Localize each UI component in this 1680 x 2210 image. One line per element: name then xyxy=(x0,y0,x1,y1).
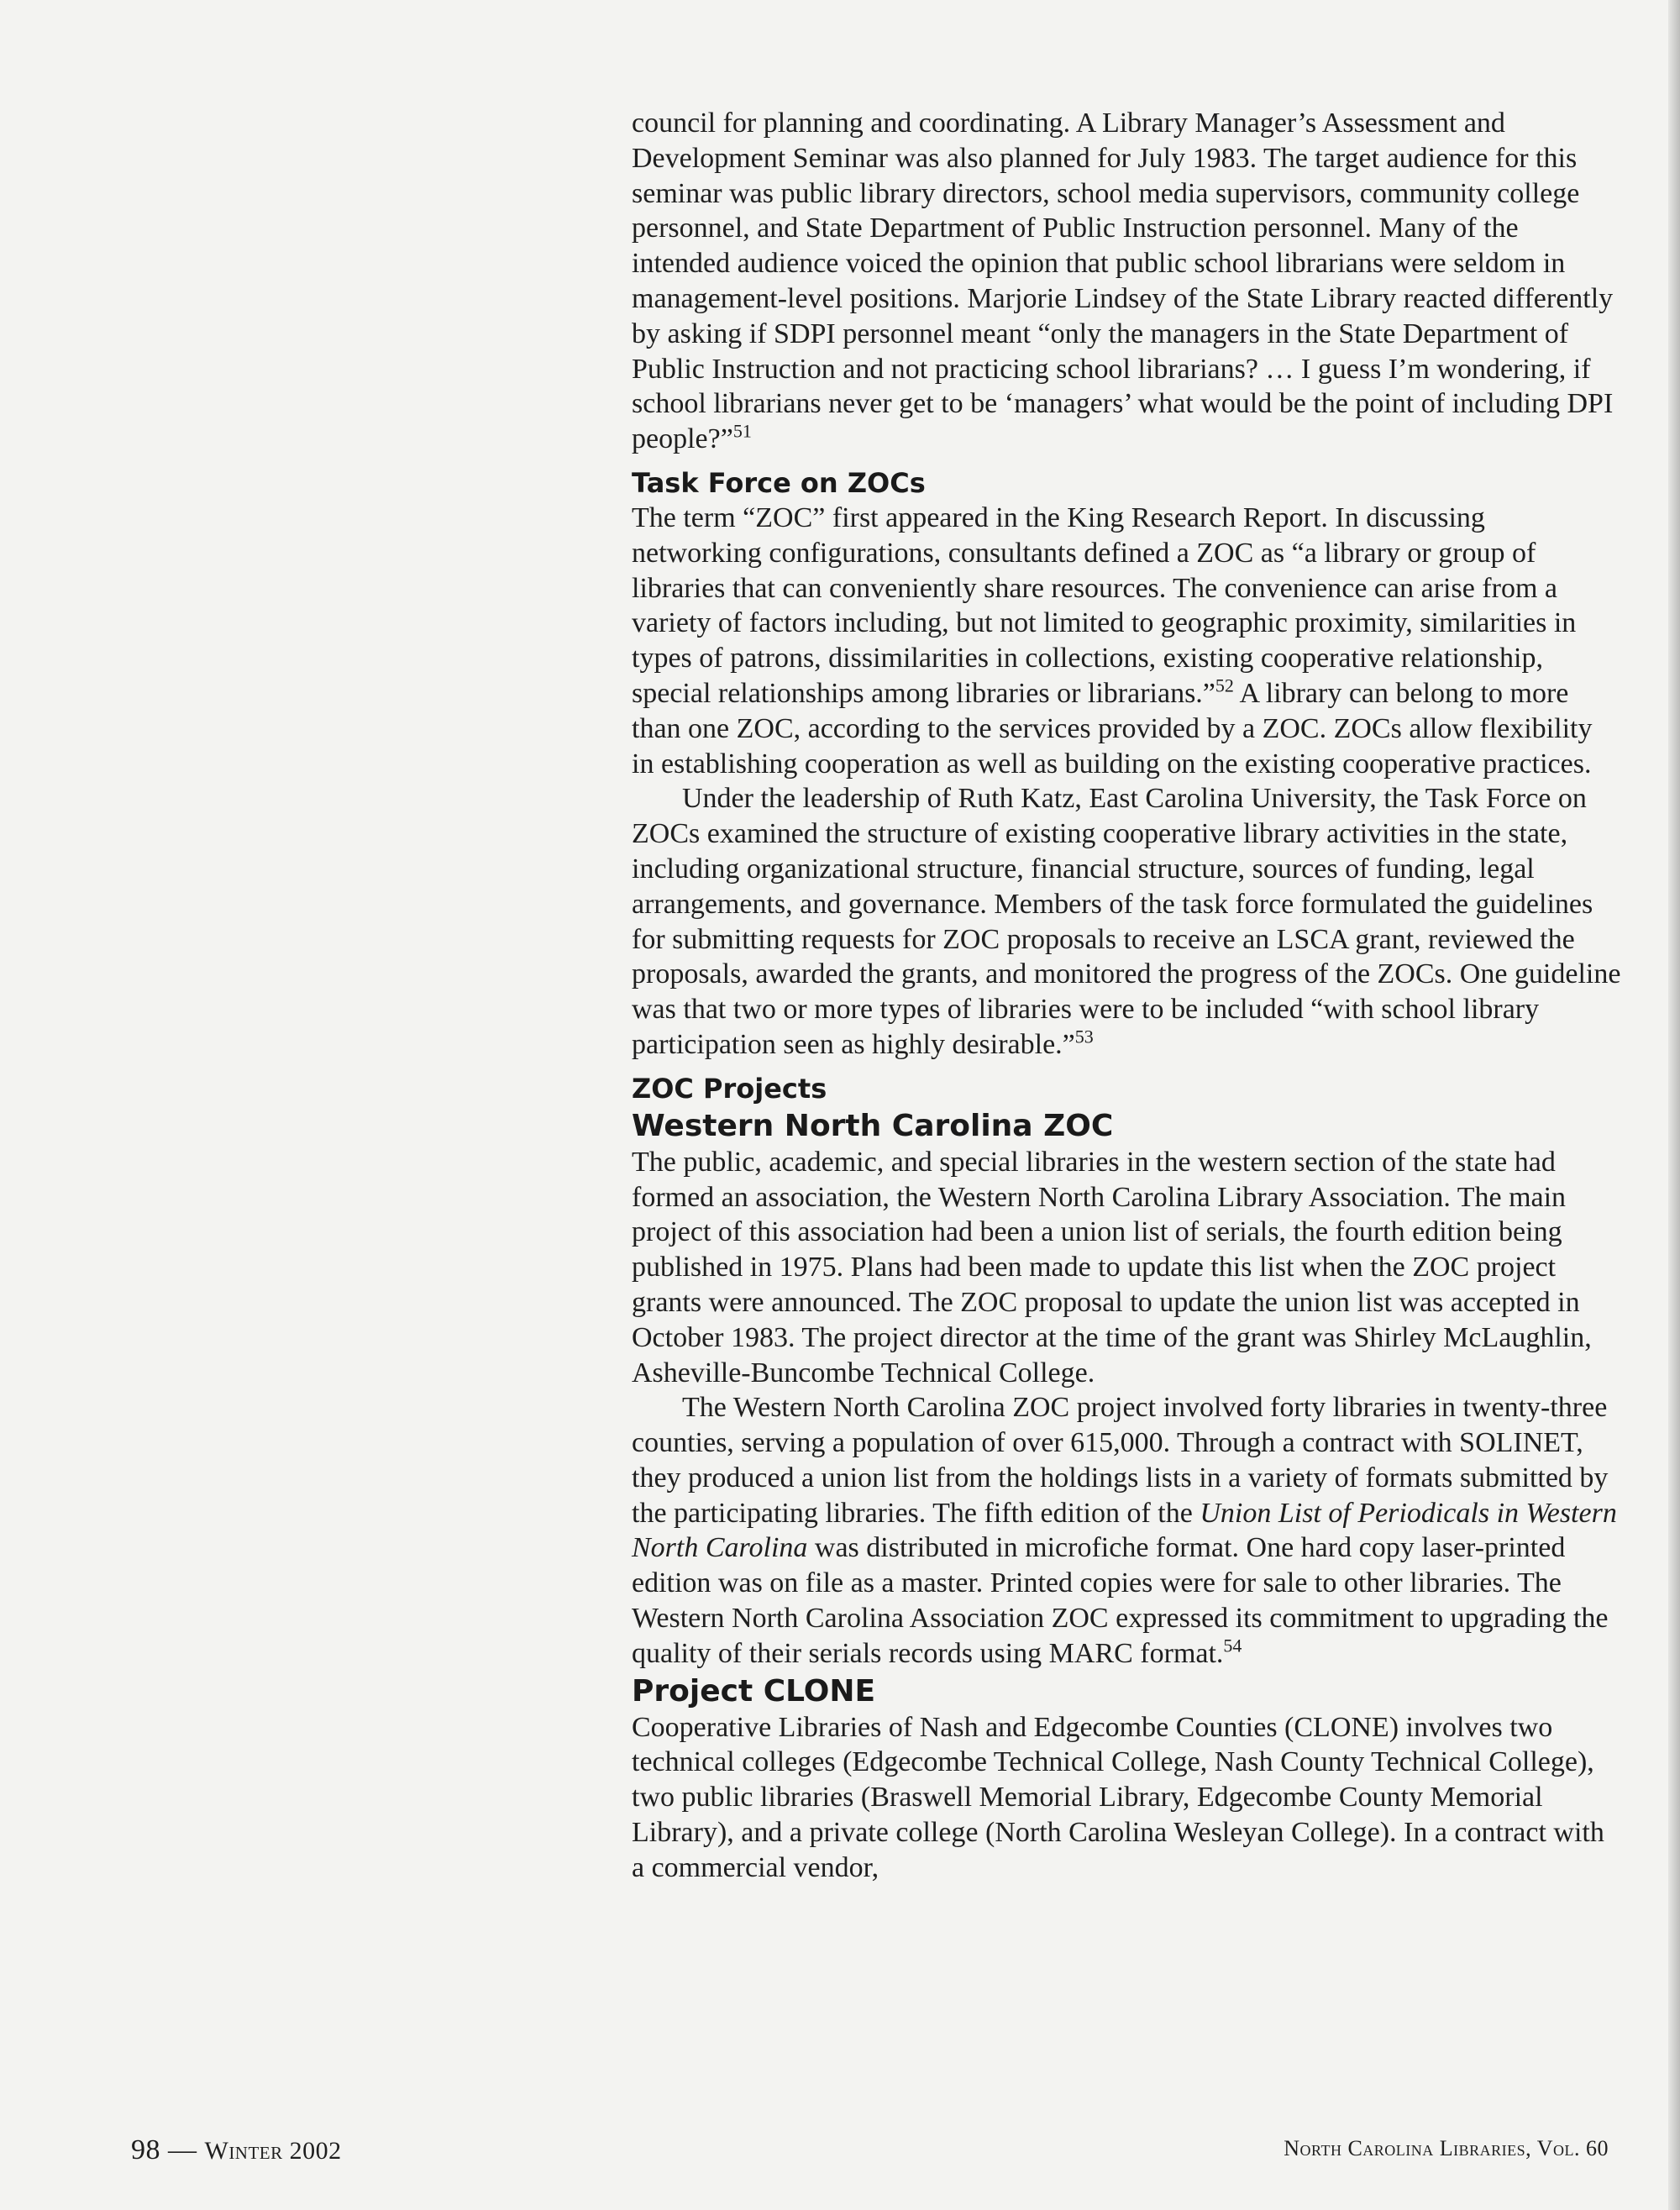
heading-project-clone: Project CLONE xyxy=(632,1673,876,1709)
footnote-ref-53: 53 xyxy=(1074,1026,1094,1047)
footer-journal-title: North Carolina Libraries, Vol. 60 xyxy=(1284,2136,1609,2160)
footer-dash: — xyxy=(168,2134,197,2165)
footnote-ref-52: 52 xyxy=(1215,675,1234,696)
heading-zoc-projects: ZOC Projects xyxy=(632,1072,827,1105)
page-edge-shadow xyxy=(1668,0,1680,2210)
footnote-ref-54: 54 xyxy=(1223,1635,1242,1656)
paragraph-ruth-katz: Under the leadership of Ruth Katz, East Carolina University, the Task Force on ZOCs examined the structure of existing cooperative library activities in the state, including organizational structure, financial structure, sources of funding, legal arrangements, and governance. Members of the task force formulated the guidelines for submitting requests for ZOC proposals to receive an LSCA grant, reviewed the proposals, awarded the grants, and monitored the progress of the ZOCs. One guideline was that two or more types of libraries were to be included “with school library participation seen as highly desirable.”$^{53}$ xyxy=(632,783,1621,1060)
heading-western-nc-zoc: Western North Carolina ZOC xyxy=(632,1108,1114,1143)
paragraph-zoc-definition: The term “ZOC” first appeared in the King Research Report. In discussing networking configurations, consultants defined a ZOC as “a library or group of libraries that can conveniently share resources. The convenience can arise from a variety of factors including, but not limited to geographic proximity, similarities in types of patrons, dissimilarities in collections, existing cooperative relationship, special relationships among libraries or librarians.”$^{52}$ A library can belong to more than one ZOC, according to the services provided by a ZOC. ZOCs allow flexibility in establishing cooperation as well as building on the existing cooperative practices. xyxy=(632,501,1593,780)
union-list-title: Union List of Periodicals in Western North Carolina xyxy=(632,1497,1617,1564)
heading-task-force-zocs: Task Force on ZOCs xyxy=(632,466,926,499)
footer-page-info xyxy=(131,2134,342,2166)
paragraph-western-2: The Western North Carolina ZOC project involved forty libraries in twenty-three counties, serving a population of over 615,000. Through a contract with SOLINET, they produced a union list from the holdings lists in a variety of formats submitted by the participating libraries. The fifth edition of the Union List of Periodicals in Western North Carolina was distributed in microfiche format. One hard copy laser-printed edition was on file as a master. Printed copies were for sale to other libraries. The Western North Carolina Association ZOC expressed its commitment to upgrading the quality of their serials records using MARC format.$^{54}$ xyxy=(632,1392,1617,1669)
paragraph-western-1: The public, academic, and special libraries in the western section of the state had formed an association, the Western North Carolina Library Association. The main project of this association had been a union list of serials, the fourth edition being published in 1975. Plans had been made to update this list when the ZOC project grants were announced. The ZOC proposal to update the union list was accepted in October 1983. The project director at the time of the grant was Shirley McLaughlin, Asheville-Buncombe Technical College. xyxy=(632,1146,1592,1388)
paragraph-intro: council for planning and coordinating. A Library Manager’s Assessment and Development Seminar was also planned for July 1983. The target audience for this seminar was public library directors, school media supervisors, community college personnel, and State Department of Public Instruction personnel. Many of the intended audience voiced the opinion that public school librarians were seldom in management-level positions. Marjorie Lindsey of the State Library reacted differently by asking if SDPI personnel meant “only the managers in the State Department of Public Instruction and not practicing school librarians? … I guess I’m wondering, if school librarians never get to be ‘managers’ what would be the point of including DPI people?”$^{51}$ xyxy=(632,108,1614,455)
article-column xyxy=(632,106,1621,1886)
page-number: 98 xyxy=(131,2134,160,2165)
footnote-ref-51: 51 xyxy=(732,420,752,442)
paragraph-clone: Cooperative Libraries of Nash and Edgecombe Counties (CLONE) involves two technical colleges (Edgecombe Technical College, Nash County Technical College), two public libraries (Braswell Memorial Library, Edgecombe County Memorial Library), and a private college (North Carolina Wesleyan College). In a contract with a commercial vendor, xyxy=(632,1711,1604,1883)
issue-date: Winter 2002 xyxy=(204,2137,342,2165)
